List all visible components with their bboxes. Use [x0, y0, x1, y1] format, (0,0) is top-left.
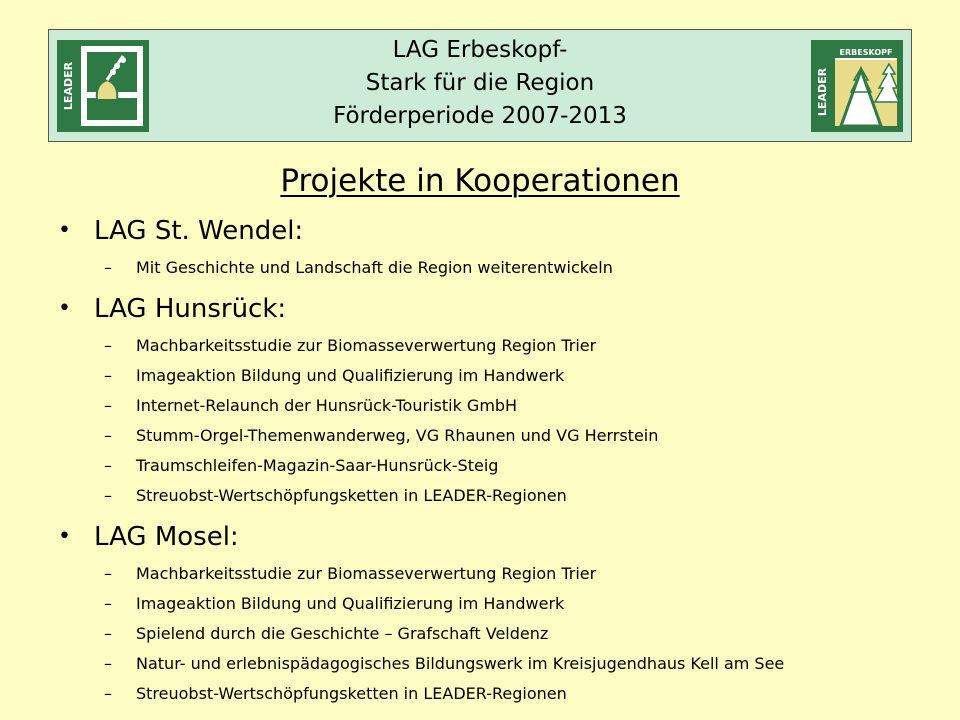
dash-icon: –	[104, 366, 112, 385]
dash-icon: –	[104, 336, 112, 355]
dash-icon: –	[104, 594, 112, 613]
list-item-text: Streuobst-Wertschöpfungsketten in LEADER-Regionen	[136, 486, 567, 505]
header-title	[249, 34, 711, 133]
group-title-hunsrueck	[58, 289, 938, 329]
leader-erbeskopf-logo-icon	[811, 40, 903, 132]
sub-list-mosel	[58, 559, 938, 709]
header-line-2: Stark für die Region	[365, 70, 595, 96]
sub-list-st-wendel	[58, 253, 938, 283]
list-item-text: Machbarkeitsstudie zur Biomasseverwertung Region Trier	[136, 564, 597, 583]
leader-logo-icon	[57, 40, 149, 132]
group-title-text: LAG Hunsrück:	[94, 294, 287, 324]
group-title-st-wendel	[58, 211, 938, 251]
group-title-text: LAG Mosel:	[94, 522, 239, 552]
dash-icon: –	[104, 486, 112, 505]
logo-right-title: ERBESKOPF	[839, 48, 893, 57]
list-item	[58, 361, 938, 391]
bullet-icon: •	[58, 218, 71, 243]
page-title-text: Projekte in Kooperationen	[280, 163, 680, 199]
list-item-text: Internet-Relaunch der Hunsrück-Touristik GmbH	[136, 396, 518, 415]
list-item-text: Imageaktion Bildung und Qualifizierung im Handwerk	[136, 366, 565, 385]
dash-icon: –	[104, 456, 112, 475]
project-list	[58, 211, 938, 715]
list-item	[58, 451, 938, 481]
dash-icon: –	[104, 654, 112, 673]
dash-icon: –	[104, 684, 112, 703]
dash-icon: –	[104, 258, 112, 277]
logo-right-label: LEADER	[816, 67, 829, 117]
list-item	[58, 253, 938, 283]
list-item	[58, 391, 938, 421]
list-item	[58, 559, 938, 589]
sub-list-hunsrueck	[58, 331, 938, 511]
list-item-text: Machbarkeitsstudie zur Biomasseverwertung Region Trier	[136, 336, 597, 355]
list-item	[58, 679, 938, 709]
dash-icon: –	[104, 624, 112, 643]
list-item-text: Imageaktion Bildung und Qualifizierung im Handwerk	[136, 594, 565, 613]
list-item-text: Mit Geschichte und Landschaft die Region weiterentwickeln	[136, 258, 613, 277]
page-title	[0, 160, 960, 202]
bullet-icon: •	[58, 524, 71, 549]
list-item-text: Spielend durch die Geschichte – Grafschaft Veldenz	[136, 624, 549, 643]
list-item	[58, 619, 938, 649]
list-item	[58, 421, 938, 451]
list-item-text: Traumschleifen-Magazin-Saar-Hunsrück-Steig	[136, 456, 499, 475]
dash-icon: –	[104, 426, 112, 445]
header-banner	[48, 29, 912, 142]
header-line-3: Förderperiode 2007-2013	[333, 103, 627, 129]
list-item-text: Natur- und erlebnispädagogisches Bildungswerk im Kreisjugendhaus Kell am See	[136, 654, 785, 673]
list-item	[58, 481, 938, 511]
dash-icon: –	[104, 396, 112, 415]
list-item	[58, 331, 938, 361]
list-item	[58, 589, 938, 619]
list-item	[58, 649, 938, 679]
group-title-text: LAG St. Wendel:	[94, 216, 304, 246]
header-line-1: LAG Erbeskopf-	[392, 37, 568, 63]
list-item-text: Streuobst-Wertschöpfungsketten in LEADER-Regionen	[136, 684, 567, 703]
list-item-text: Stumm-Orgel-Themenwanderweg, VG Rhaunen und VG Herrstein	[136, 426, 659, 445]
dash-icon: –	[104, 564, 112, 583]
bullet-icon: •	[58, 296, 71, 321]
group-title-mosel	[58, 517, 938, 557]
logo-left-label: LEADER	[62, 61, 75, 111]
